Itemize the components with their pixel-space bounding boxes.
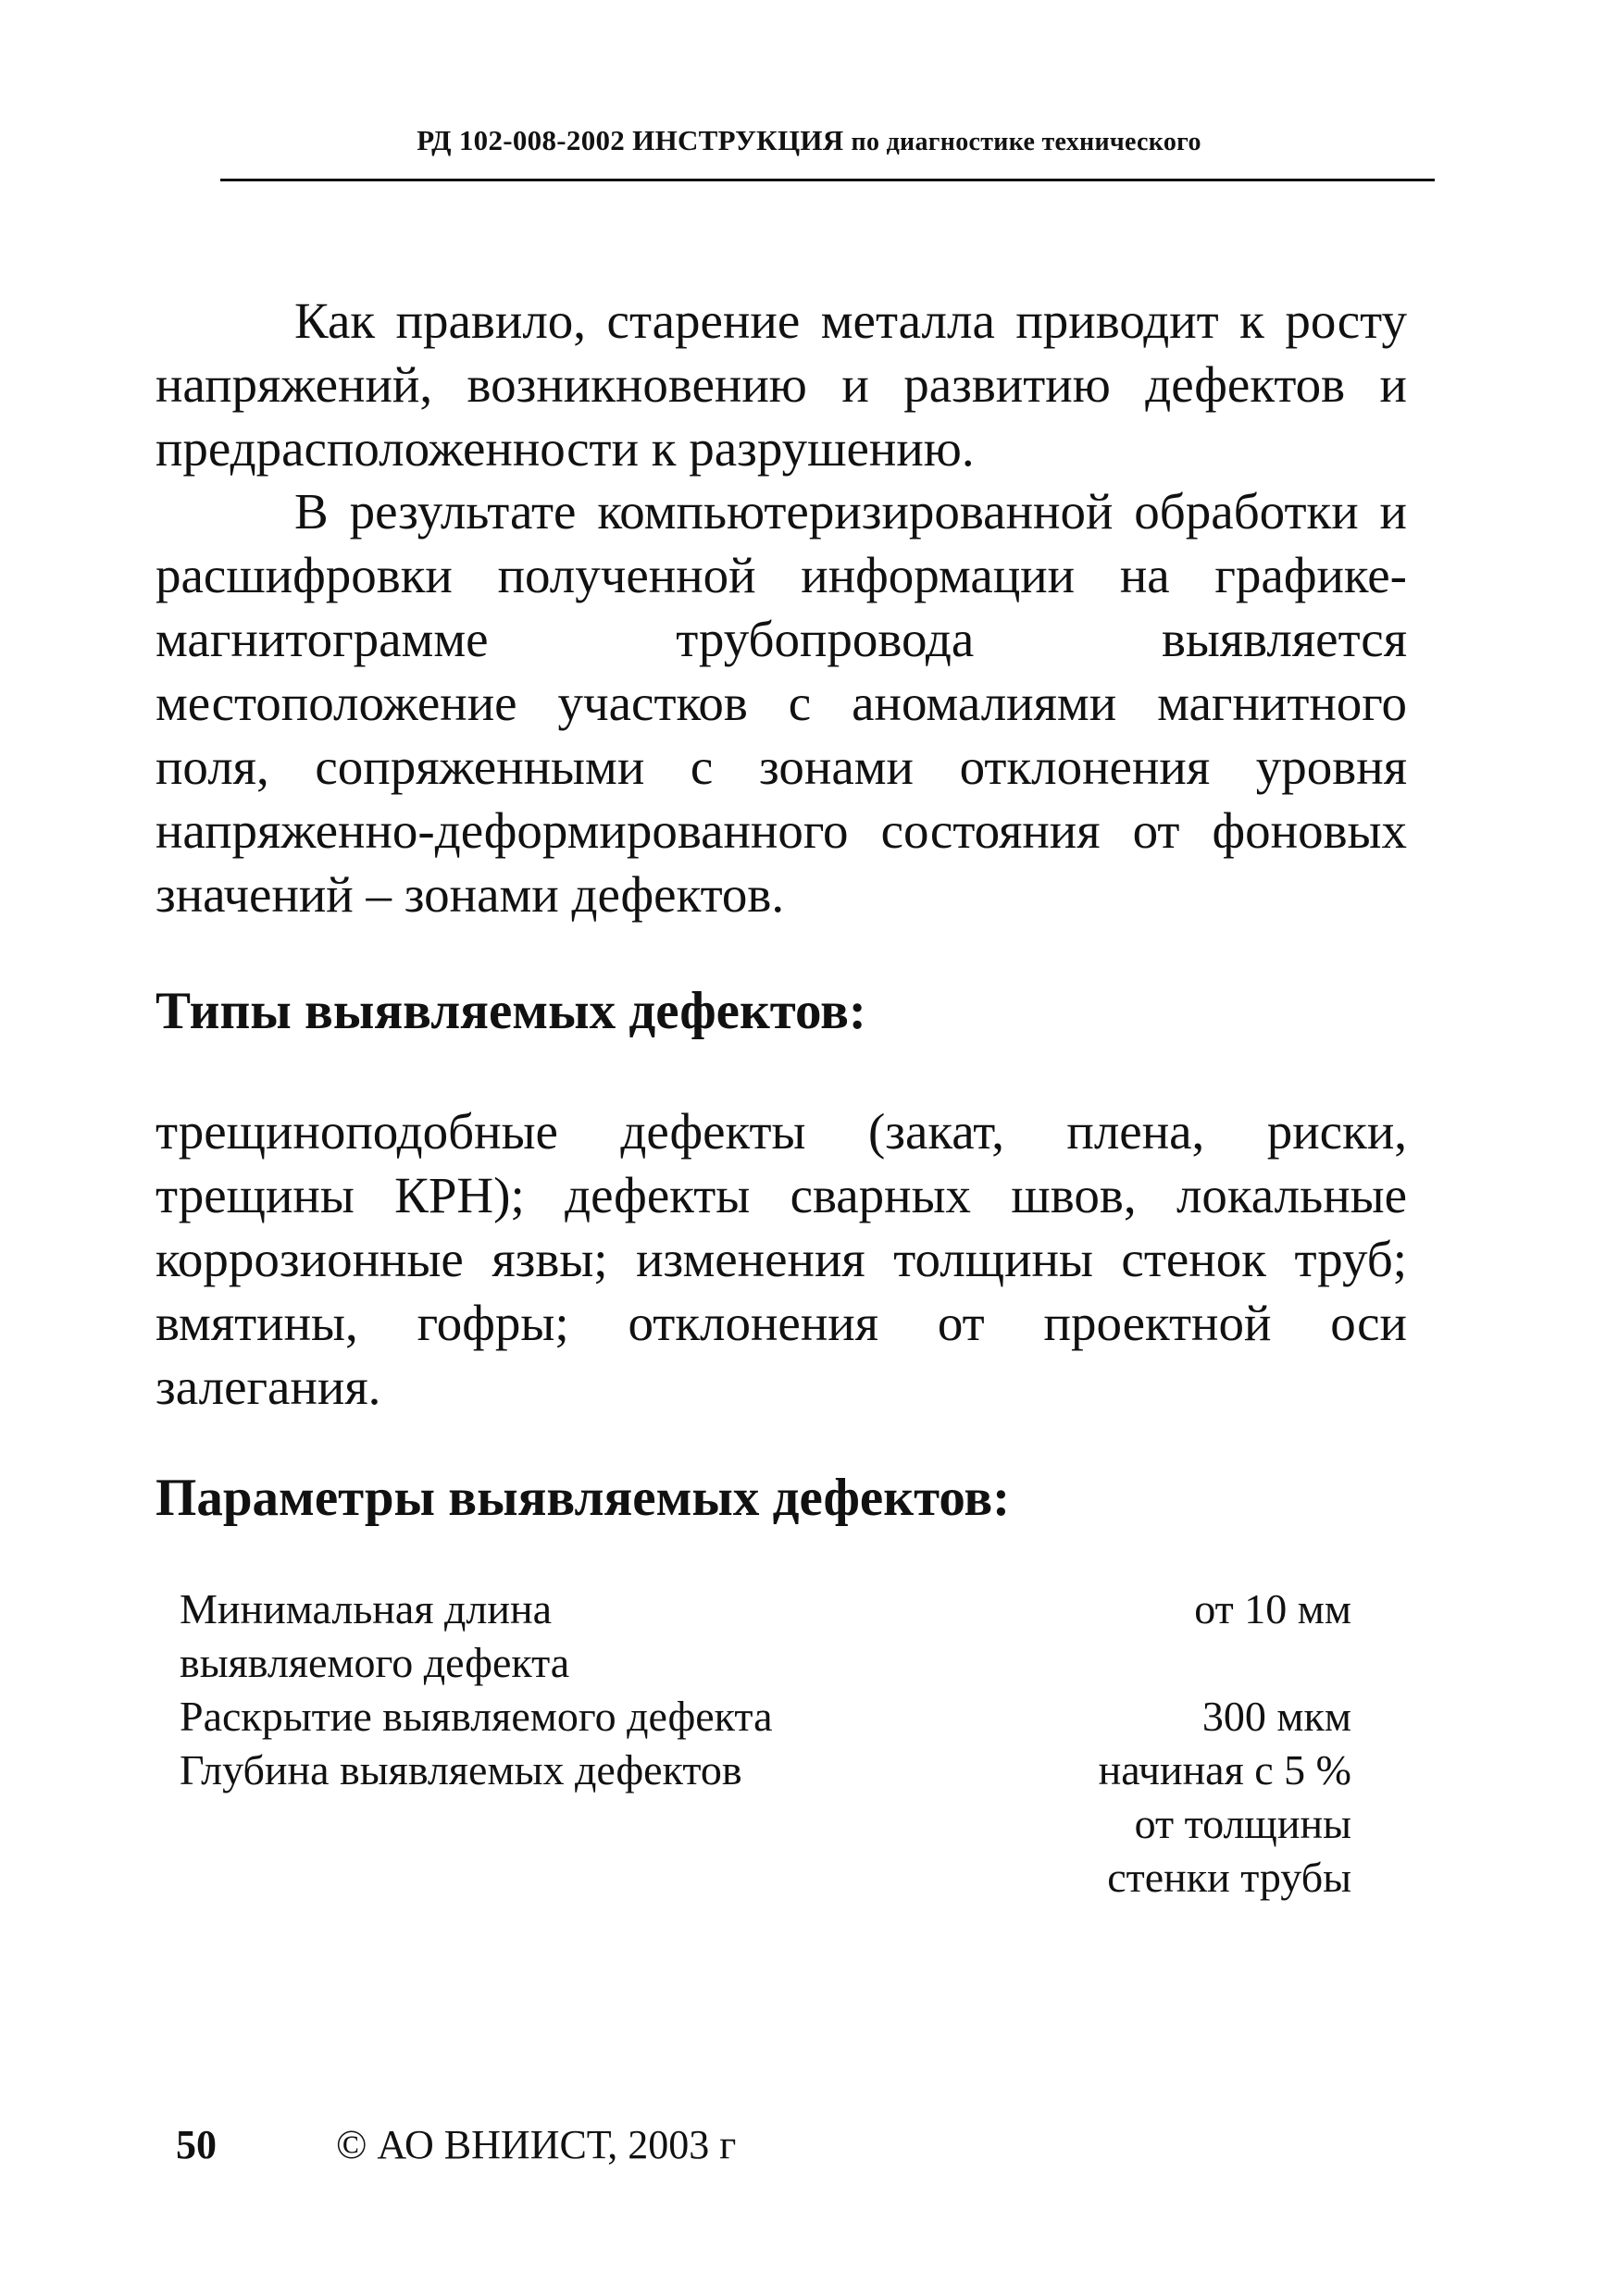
parameter-label: Глубина выявляемых дефектов bbox=[180, 1746, 742, 1793]
parameter-row-opening bbox=[180, 1690, 1351, 1744]
parameter-value: 300 мкм bbox=[1201, 1693, 1351, 1740]
heading-defect-types: Типы выявляемых дефектов: bbox=[156, 982, 866, 1040]
parameter-value: от 10 мм bbox=[1194, 1585, 1351, 1632]
parameter-row-depth bbox=[180, 1744, 1351, 1905]
page-number: 50 bbox=[176, 2122, 217, 2167]
parameter-row-min-length bbox=[180, 1582, 1351, 1690]
document-title: ИНСТРУКЦИЯ bbox=[632, 124, 844, 156]
parameter-label: Минимальная длина выявляемого дефекта bbox=[180, 1585, 570, 1686]
parameter-value: начиная с 5 % от толщины стенки трубы bbox=[1098, 1746, 1351, 1901]
paragraph-defect-types: трещиноподобные дефекты (закат, плена, риски, трещины КРН); дефекты сварных швов, локальные коррозионные язвы; изменения толщины стенок труб; вмятины, гофры; отклонения от проектной оси залегания. bbox=[156, 1103, 1407, 1415]
paragraph-aging bbox=[156, 289, 1407, 480]
copyright-notice: © АО ВНИИСТ, 2003 г bbox=[336, 2122, 737, 2167]
defect-parameters-list bbox=[180, 1582, 1351, 1905]
document-code: РД 102-008-2002 bbox=[417, 124, 626, 156]
page-header bbox=[0, 124, 1618, 157]
paragraph-results bbox=[156, 479, 1407, 926]
parameter-label: Раскрытие выявляемого дефекта bbox=[180, 1693, 773, 1740]
paragraph-results-text: В результате компьютеризированной обработки и расшифровки полученной информации на графике-магнитограмме трубопровода выявляется местоположение участков с аномалиями магнитного поля, сопряженными с зонами отклонения уровня напряженно-деформированного состояния от фоновых значений – зонами дефектов. bbox=[156, 483, 1407, 923]
page-footer bbox=[176, 2121, 736, 2168]
header-divider bbox=[220, 179, 1435, 181]
paragraph-aging-text: Как правило, старение металла приводит к росту напряжений, возникновению и развитию дефектов и предрасположенности к разрушению. bbox=[156, 292, 1407, 477]
document-subtitle: по диагностике технического bbox=[851, 128, 1201, 156]
heading-defect-parameters: Параметры выявляемых дефектов: bbox=[156, 1469, 1011, 1527]
